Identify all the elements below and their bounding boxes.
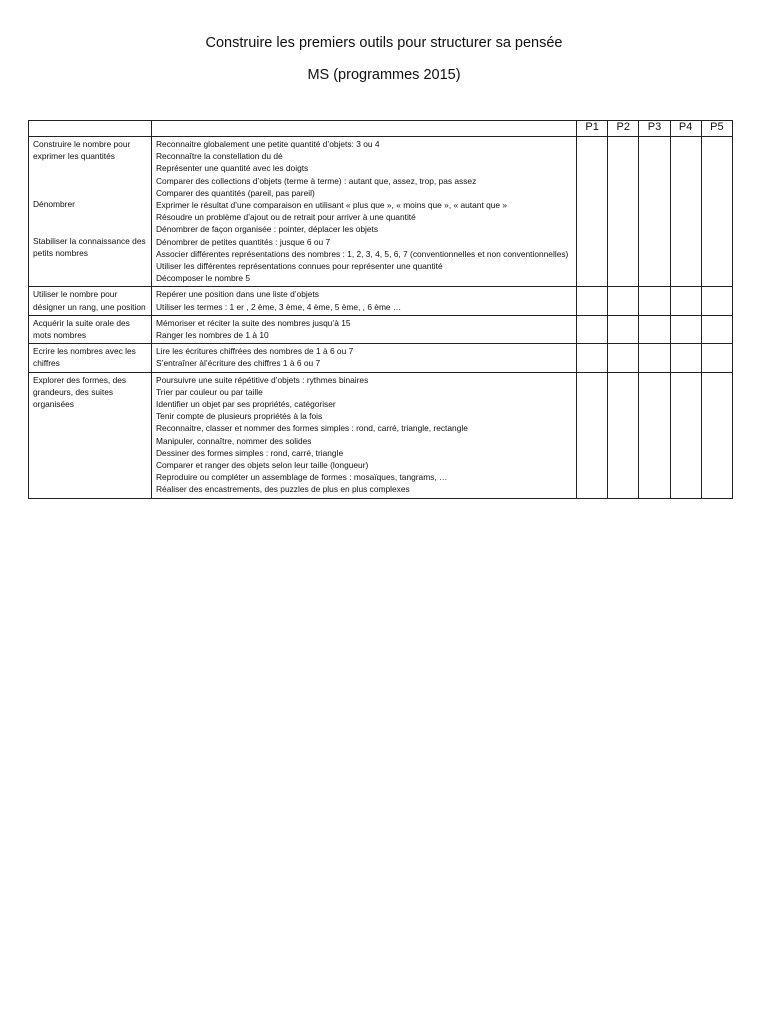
check-cell-p1[interactable]: [577, 287, 608, 315]
domain-cell: [29, 372, 152, 498]
period-header-p3: P3: [639, 121, 670, 137]
check-cell-p2[interactable]: [608, 315, 639, 343]
period-header-p4: P4: [670, 121, 701, 137]
check-cell-p4[interactable]: [670, 287, 701, 315]
table-row: [29, 315, 733, 343]
skill-item: Représenter une quantité avec les doigts: [156, 163, 309, 174]
check-cell-p1[interactable]: [577, 372, 608, 498]
domain-cell: [29, 315, 152, 343]
check-cell-p3[interactable]: [639, 137, 670, 287]
page-subtitle: MS (programmes 2015): [307, 67, 461, 83]
domain-cell: [29, 287, 152, 315]
skill-item: Comparer et ranger des objets selon leur taille (longueur): [156, 460, 369, 471]
skill-item: Utiliser les termes : 1 er , 2 ème, 3 ème, 4 ème, 5 ème, , 6 ème …: [156, 301, 402, 312]
skill-item: Tenir compte de plusieurs propriétés à la fois: [156, 411, 323, 422]
skill-item: Comparer des collections d’objets (terme à terme) : autant que, assez, trop, pas assez: [156, 175, 477, 186]
skill-item: Manipuler, connaître, nommer des solides: [156, 435, 312, 446]
period-header-p1: P1: [577, 121, 608, 137]
domain-label: Construire le nombre pour exprimer les quantités: [33, 139, 131, 162]
domain-label: Dénombrer: [33, 199, 75, 210]
table-row: [29, 137, 733, 287]
domain-label: Stabiliser la connaissance des petits nombres: [33, 235, 146, 258]
skill-item: Dessiner des formes simples : rond, carré, triangle: [156, 447, 344, 458]
check-cell-p1[interactable]: [577, 344, 608, 372]
check-cell-p3[interactable]: [639, 287, 670, 315]
check-cell-p4[interactable]: [670, 315, 701, 343]
domain-cell: [29, 137, 152, 287]
evaluation-table: [28, 120, 733, 499]
check-cell-p5[interactable]: [701, 137, 732, 287]
skill-item: Dénombrer de petites quantités : jusque 6 ou 7: [156, 236, 331, 247]
skill-item: Associer différentes représentations des nombres : 1, 2, 3, 4, 5, 6, 7 (conventionnelles et non conventionnelles): [156, 248, 569, 259]
header-domain-cell: [29, 121, 152, 137]
skill-item: Dénombrer de façon organisée : pointer, déplacer les objets: [156, 224, 379, 235]
period-header-p5: P5: [701, 121, 732, 137]
skill-item: Repérer une position dans une liste d’objets: [156, 289, 319, 300]
check-cell-p3[interactable]: [639, 372, 670, 498]
skill-item: Exprimer le résultat d’une comparaison en utilisant « plus que », « moins que », « autant que »: [156, 200, 508, 211]
skill-item: Trier par couleur ou par taille: [156, 386, 263, 397]
table-row: [29, 372, 733, 498]
check-cell-p3[interactable]: [639, 344, 670, 372]
check-cell-p1[interactable]: [577, 315, 608, 343]
header-skill-cell: [152, 121, 577, 137]
skill-item: Reconnaître la constellation du dé: [156, 151, 283, 162]
domain-label: Acquérir la suite orale des mots nombres: [33, 317, 130, 340]
skill-item: Identifier un objet par ses propriétés, catégoriser: [156, 399, 336, 410]
skill-item: Réaliser des encastrements, des puzzles de plus en plus complexes: [156, 484, 410, 495]
table-row: [29, 344, 733, 372]
skills-cell: [152, 315, 577, 343]
skill-item: Reproduire ou compléter un assemblage de formes : mosaïques, tangrams, …: [156, 472, 448, 483]
skill-item: Reconnaitre globalement une petite quantité d’objets: 3 ou 4: [156, 139, 380, 149]
page-title: Construire les premiers outils pour structurer sa pensée: [205, 35, 563, 51]
domain-label: Explorer des formes, des grandeurs, des suites organisées: [33, 374, 127, 409]
check-cell-p4[interactable]: [670, 372, 701, 498]
check-cell-p2[interactable]: [608, 287, 639, 315]
skill-item: Mémoriser et réciter la suite des nombres jusqu’à 15: [156, 317, 351, 328]
skill-item: Résoudre un problème d’ajout ou de retrait pour arriver à une quantité: [156, 212, 416, 223]
check-cell-p1[interactable]: [577, 137, 608, 287]
check-cell-p2[interactable]: [608, 137, 639, 287]
check-cell-p5[interactable]: [701, 344, 732, 372]
check-cell-p3[interactable]: [639, 315, 670, 343]
check-cell-p2[interactable]: [608, 372, 639, 498]
skill-item: Utiliser les différentes représentations connues pour représenter une quantité: [156, 261, 443, 272]
check-cell-p5[interactable]: [701, 372, 732, 498]
skill-item: Comparer des quantités (pareil, pas pareil): [156, 187, 315, 198]
skills-cell: [152, 372, 577, 498]
check-cell-p5[interactable]: [701, 287, 732, 315]
skill-item: Reconnaitre, classer et nommer des formes simples : rond, carré, triangle, rectangle: [156, 423, 468, 434]
table-row: [29, 287, 733, 315]
check-cell-p5[interactable]: [701, 315, 732, 343]
skills-cell: [152, 344, 577, 372]
skill-item: Ranger les nombres de 1 à 10: [156, 330, 269, 341]
skills-cell: [152, 287, 577, 315]
skill-item: Décomposer le nombre 5: [156, 273, 251, 284]
skill-item: Poursuivre une suite répétitive d’objets : rythmes binaires: [156, 374, 369, 385]
table-header-row: [29, 121, 733, 137]
skill-item: Lire les écritures chiffrées des nombres de 1 à 6 ou 7: [156, 346, 354, 357]
domain-label: Utiliser le nombre pour désigner un rang, une position: [33, 289, 146, 312]
domain-cell: [29, 344, 152, 372]
skills-cell: [152, 137, 577, 287]
domain-label: Ecrire les nombres avec les chiffres: [33, 346, 136, 369]
check-cell-p4[interactable]: [670, 137, 701, 287]
check-cell-p4[interactable]: [670, 344, 701, 372]
check-cell-p2[interactable]: [608, 344, 639, 372]
period-header-p2: P2: [608, 121, 639, 137]
skill-item: S’entraîner àl’écriture des chiffres 1 à 6 ou 7: [156, 358, 321, 369]
